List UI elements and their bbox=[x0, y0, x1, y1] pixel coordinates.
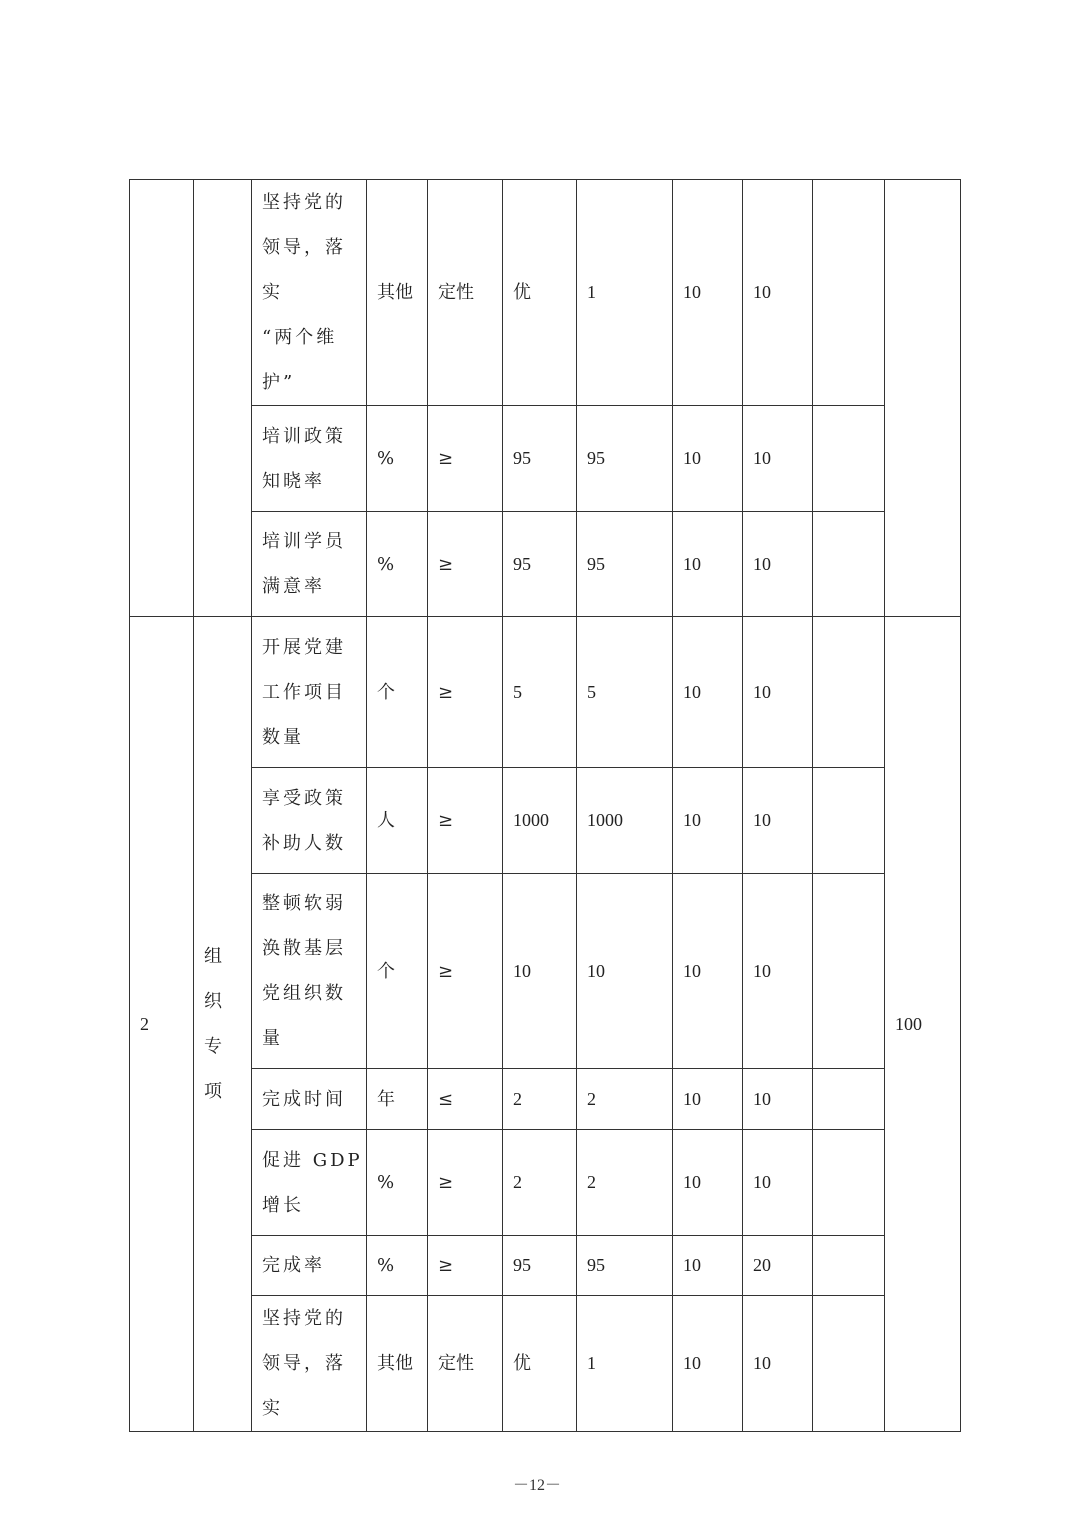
note-cell bbox=[813, 768, 885, 874]
weight-cell: 10 bbox=[673, 1236, 743, 1296]
note-cell bbox=[813, 874, 885, 1069]
weight-cell: 10 bbox=[673, 180, 743, 406]
table-row bbox=[130, 180, 961, 406]
table-row bbox=[130, 512, 961, 617]
indicator-cell: 坚持党的 领导，落实 “两个维 护” bbox=[252, 180, 367, 406]
weight-cell: 10 bbox=[673, 512, 743, 617]
note-cell bbox=[813, 617, 885, 768]
indicator-cell: 完成时间 bbox=[252, 1069, 367, 1130]
performance-indicator-table bbox=[129, 179, 961, 1432]
target-value-cell: 优 bbox=[503, 1296, 577, 1432]
indicator-cell: 促进 GDP 增长 bbox=[252, 1130, 367, 1236]
score-cell: 10 bbox=[743, 874, 813, 1069]
indicator-cell: 培训学员 满意率 bbox=[252, 512, 367, 617]
group-total-cell: 100 bbox=[885, 617, 961, 1432]
unit-cell: 个 bbox=[367, 617, 428, 768]
target-value-cell: 95 bbox=[503, 512, 577, 617]
note-cell bbox=[813, 1296, 885, 1432]
weight-cell: 10 bbox=[673, 874, 743, 1069]
unit-cell: % bbox=[367, 512, 428, 617]
actual-value-cell: 1 bbox=[577, 180, 673, 406]
indicator-cell: 享受政策 补助人数 bbox=[252, 768, 367, 874]
table-row bbox=[130, 406, 961, 512]
actual-value-cell: 10 bbox=[577, 874, 673, 1069]
actual-value-cell: 2 bbox=[577, 1069, 673, 1130]
operator-cell: 定性 bbox=[428, 1296, 503, 1432]
operator-cell: ≥ bbox=[428, 406, 503, 512]
group-category-label: 组织专项 bbox=[204, 946, 222, 1102]
operator-cell: ≤ bbox=[428, 1069, 503, 1130]
score-cell: 10 bbox=[743, 1130, 813, 1236]
weight-cell: 10 bbox=[673, 617, 743, 768]
group-number-cell: 2 bbox=[130, 617, 194, 1432]
weight-cell: 10 bbox=[673, 1130, 743, 1236]
operator-cell: 定性 bbox=[428, 180, 503, 406]
table-row bbox=[130, 1130, 961, 1236]
score-cell: 10 bbox=[743, 768, 813, 874]
note-cell bbox=[813, 406, 885, 512]
operator-cell: ≥ bbox=[428, 1130, 503, 1236]
actual-value-cell: 2 bbox=[577, 1130, 673, 1236]
weight-cell: 10 bbox=[673, 768, 743, 874]
indicator-cell: 整顿软弱 涣散基层 党组织数 量 bbox=[252, 874, 367, 1069]
actual-value-cell: 1000 bbox=[577, 768, 673, 874]
score-cell: 10 bbox=[743, 406, 813, 512]
target-value-cell: 优 bbox=[503, 180, 577, 406]
target-value-cell: 95 bbox=[503, 406, 577, 512]
indicator-cell: 培训政策 知晓率 bbox=[252, 406, 367, 512]
actual-value-cell: 5 bbox=[577, 617, 673, 768]
operator-cell: ≥ bbox=[428, 768, 503, 874]
indicator-cell: 完成率 bbox=[252, 1236, 367, 1296]
target-value-cell: 10 bbox=[503, 874, 577, 1069]
table-row bbox=[130, 1069, 961, 1130]
actual-value-cell: 95 bbox=[577, 406, 673, 512]
weight-cell: 10 bbox=[673, 406, 743, 512]
actual-value-cell: 95 bbox=[577, 512, 673, 617]
score-cell: 10 bbox=[743, 617, 813, 768]
table-row bbox=[130, 1296, 961, 1432]
note-cell bbox=[813, 512, 885, 617]
unit-cell: 个 bbox=[367, 874, 428, 1069]
weight-cell: 10 bbox=[673, 1069, 743, 1130]
score-cell: 10 bbox=[743, 1069, 813, 1130]
unit-cell: 其他 bbox=[367, 1296, 428, 1432]
note-cell bbox=[813, 1130, 885, 1236]
note-cell bbox=[813, 180, 885, 406]
score-cell: 10 bbox=[743, 1296, 813, 1432]
operator-cell: ≥ bbox=[428, 512, 503, 617]
score-cell: 20 bbox=[743, 1236, 813, 1296]
target-value-cell: 5 bbox=[503, 617, 577, 768]
group-total-cell bbox=[885, 180, 961, 617]
table-row bbox=[130, 768, 961, 874]
page-number: －12－ bbox=[512, 1477, 561, 1494]
note-cell bbox=[813, 1236, 885, 1296]
table-row bbox=[130, 617, 961, 768]
unit-cell: 年 bbox=[367, 1069, 428, 1130]
target-value-cell: 1000 bbox=[503, 768, 577, 874]
unit-cell: % bbox=[367, 1130, 428, 1236]
weight-cell: 10 bbox=[673, 1296, 743, 1432]
actual-value-cell: 95 bbox=[577, 1236, 673, 1296]
table-row bbox=[130, 874, 961, 1069]
actual-value-cell: 1 bbox=[577, 1296, 673, 1432]
table-row bbox=[130, 1236, 961, 1296]
unit-cell: 其他 bbox=[367, 180, 428, 406]
target-value-cell: 2 bbox=[503, 1130, 577, 1236]
indicator-cell: 坚持党的 领导，落实 bbox=[252, 1296, 367, 1432]
operator-cell: ≥ bbox=[428, 874, 503, 1069]
operator-cell: ≥ bbox=[428, 1236, 503, 1296]
group-category-cell bbox=[194, 180, 252, 617]
unit-cell: % bbox=[367, 1236, 428, 1296]
note-cell bbox=[813, 1069, 885, 1130]
target-value-cell: 2 bbox=[503, 1069, 577, 1130]
indicator-cell: 开展党建 工作项目 数量 bbox=[252, 617, 367, 768]
score-cell: 10 bbox=[743, 512, 813, 617]
unit-cell: % bbox=[367, 406, 428, 512]
group-category-cell bbox=[194, 617, 252, 1432]
unit-cell: 人 bbox=[367, 768, 428, 874]
target-value-cell: 95 bbox=[503, 1236, 577, 1296]
score-cell: 10 bbox=[743, 180, 813, 406]
group-number-cell bbox=[130, 180, 194, 617]
operator-cell: ≥ bbox=[428, 617, 503, 768]
